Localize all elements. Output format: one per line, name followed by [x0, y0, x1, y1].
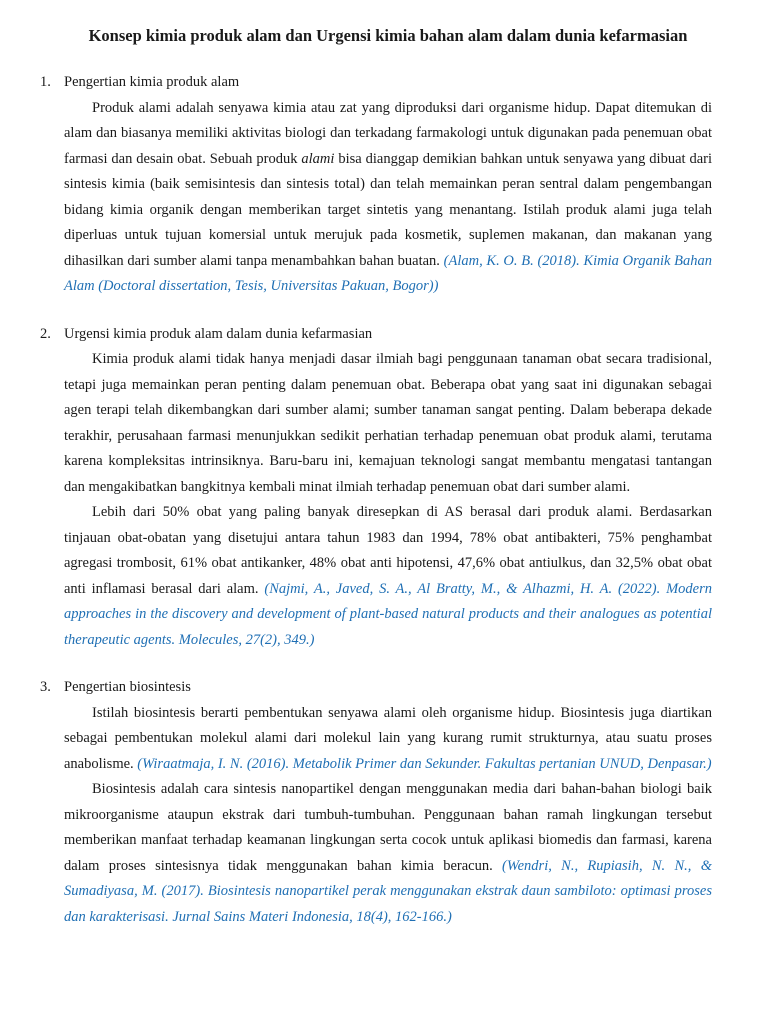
paragraph [64, 701, 712, 778]
citation: (Wendri, N., Rupiasih, N. N., & Sumadiyasa, M. (2017). Biosintesis nanopartikel perak menggunakan ekstrak daun sambiloto: optimasi proses dan karakterisasi. Jurnal Sains Materi Indonesia, 18(4), 162-166.) [64, 857, 712, 925]
citation: (Najmi, A., Javed, S. A., Al Bratty, M., & Alhazmi, H. A. (2022). Modern approaches in the discovery and development of plant-based natural products and their analogues as potential therapeutic agents. Molecules, 27(2), 349.) [64, 580, 712, 648]
paragraph-text: Istilah biosintesis berarti pembentukan senyawa alami oleh organisme hidup. Biosintesis juga diartikan sebagai pembentukan molekul alami dari molekul lain yang kurang rumit strukturnya, atau suatu proses anabolisme. [64, 704, 712, 772]
citation: (Wiraatmaja, I. N. (2016). Metabolik Primer dan Sekunder. Fakultas pertanian UNUD, Denpasar.) [137, 755, 712, 772]
section-kimia-produk-alam [40, 70, 712, 300]
section-heading [40, 70, 712, 96]
section-heading [40, 675, 712, 701]
document-title: Konsep kimia produk alam dan Urgensi kimia bahan alam dalam dunia kefarmasian [88, 26, 688, 45]
citation: (Alam, K. O. B. (2018). Kimia Organik Bahan Alam (Doctoral dissertation, Tesis, Universitas Pakuan, Bogor)) [64, 252, 712, 294]
paragraph-text: bisa dianggap demikian bahkan untuk senyawa yang dibuat dari sintesis kimia (baik semisintesis dan sintesis total) dan telah memainkan peran sentral dalam pengembangan bidang kimia organik dengan memberikan target sintetis yang menantang. Istilah produk alami juga telah diperluas untuk tujuan komersial untuk merujuk pada kosmetik, suplemen makanan, dan makanan yang dihasilkan dari sumber alami tanpa menambahkan bahan buatan. [64, 150, 712, 269]
paragraph [64, 347, 712, 500]
paragraph [64, 777, 712, 930]
section-heading-text: Pengertian biosintesis [64, 679, 191, 695]
italic-term: alami [301, 150, 335, 167]
paragraph [64, 96, 712, 300]
section-heading-text: Urgensi kimia produk alam dalam dunia kefarmasian [64, 325, 373, 342]
section-number: 1. [40, 74, 51, 90]
section-heading [40, 322, 712, 348]
paragraph-text: Kimia produk alami tidak hanya menjadi dasar ilmiah bagi penggunaan tanaman obat secara tradisional, tetapi juga memainkan peran penting dalam penemuan obat. Beberapa obat yang saat ini digunakan sebagai agen terapi telah dikembangkan dari sumber alami; sumber tanaman sangat penting. Dalam beberapa dekade terakhir, perusahaan farmasi menunjukkan sedikit perhatian terhadap penemuan obat produk alami, terutama karena kompleksitas intrinsiknya. Baru-baru ini, kemajuan teknologi sangat membantu mengatasi tantangan dan mengakibatkan bangkitnya kembali minat ilmiah terhadap penemuan obat dari sumber alami. [64, 351, 712, 495]
paragraph-text: Biosintesis adalah cara sintesis nanopartikel dengan menggunakan media dari bahan-bahan biologi baik mikroorganisme ataupun ekstrak dari tumbuh-tumbuhan. Penggunaan bahan ramah lingkungan tersebut memberikan manfaat terhadap keamanan lingkungan serta cocok untuk aplikasi biomedis dan farmasi, karena dalam proses sintesisnya tidak menggunakan bahan kimia beracun. [64, 781, 712, 874]
paragraph-text: Produk alami adalah senyawa kimia atau zat yang diproduksi dari organisme hidup. Dapat ditemukan di alam dan biasanya memiliki aktivitas biologi dan terkadang farmakologi untuk digunakan pada penemuan obat farmasi dan desain obat. Sebuah produk [64, 99, 712, 167]
paragraph [64, 500, 712, 653]
section-number: 2. [40, 325, 51, 342]
paragraph-text: Lebih dari 50% obat yang paling banyak diresepkan di AS berasal dari produk alami. Berdasarkan tinjauan obat-obatan yang disetujui antara tahun 1983 dan 1994, 78% obat antibakteri, 75% penghambat agregasi trombosit, 61% obat antikanker, 48% obat anti hipotensi, 47,6% obat antiulkus, dan 32,5% obat obat anti inflamasi berasal dari alam. [64, 504, 712, 597]
section-heading-text: Pengertian kimia produk alam [64, 74, 240, 90]
section-number: 3. [40, 679, 51, 695]
section-urgensi-kimia [40, 322, 712, 654]
section-biosintesis [40, 675, 712, 930]
